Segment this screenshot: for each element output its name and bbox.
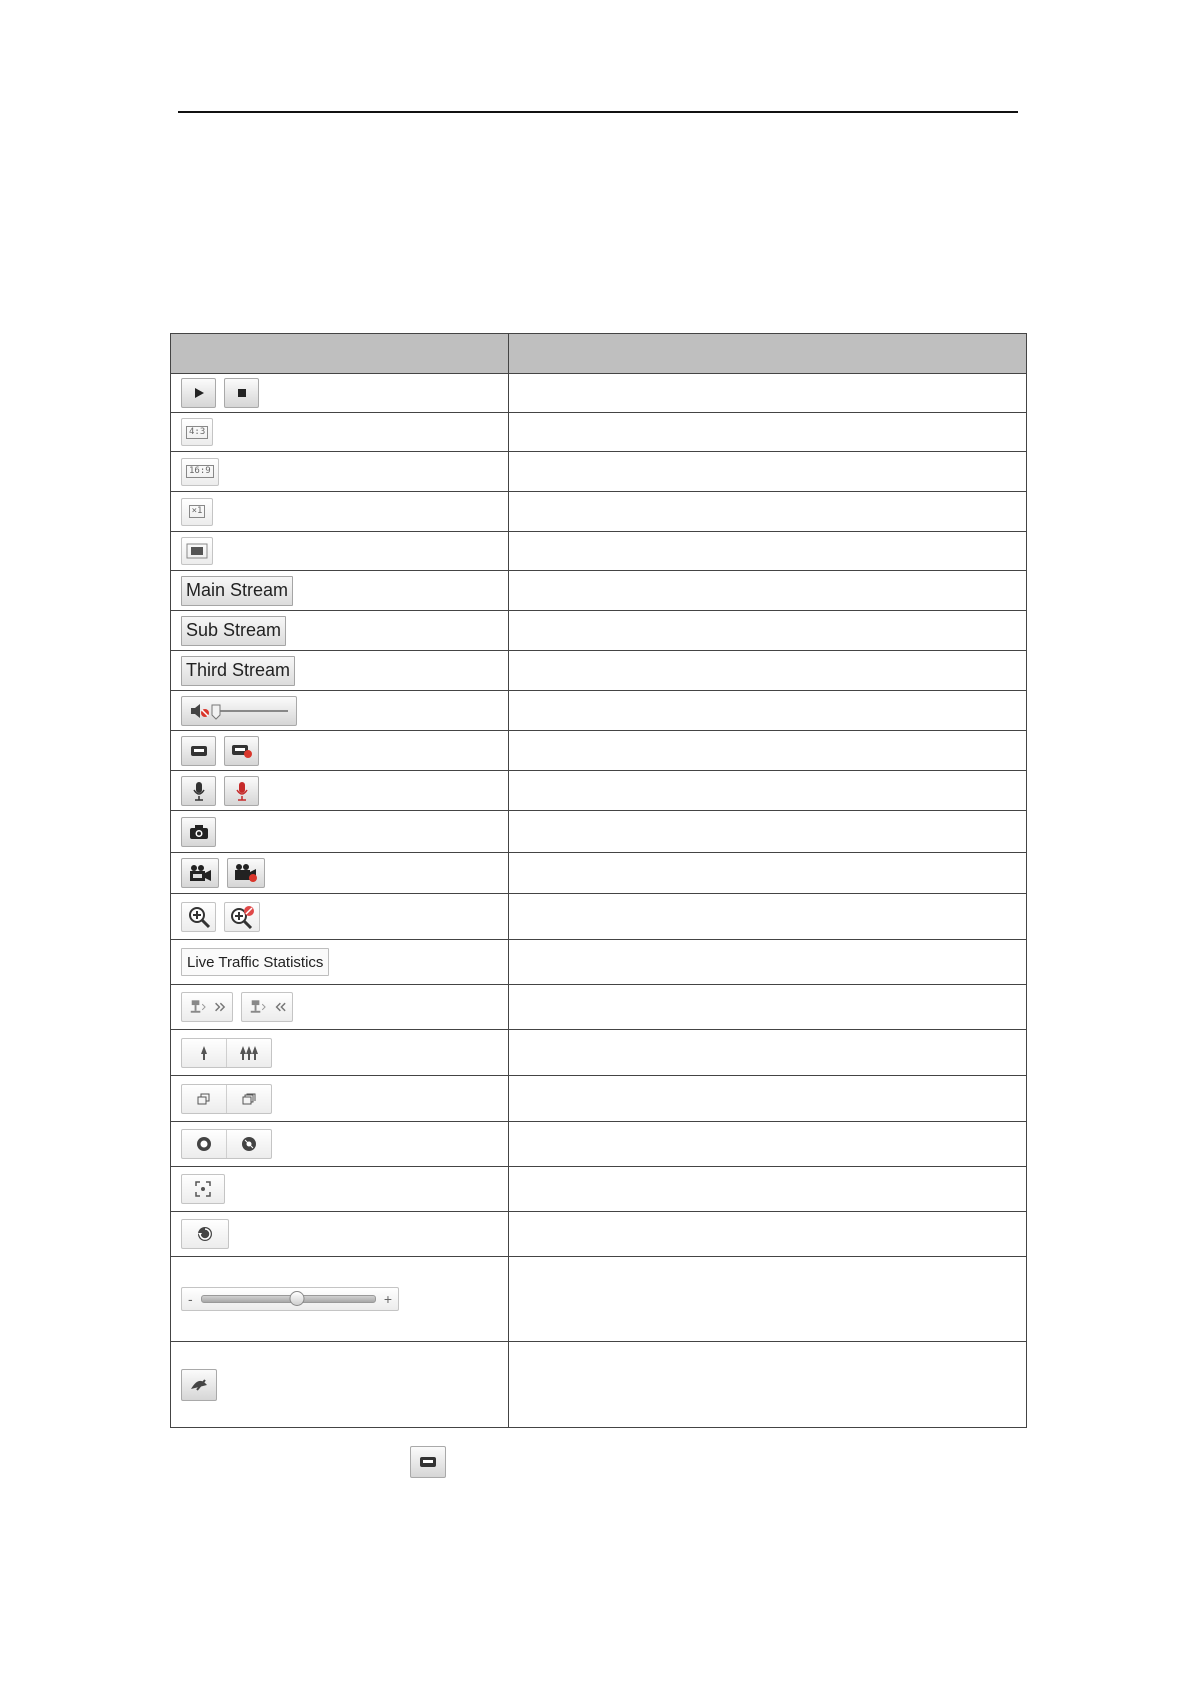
wiper-icon[interactable] — [181, 1369, 217, 1401]
row-description — [509, 374, 1027, 413]
aspect-16-9-icon[interactable]: 16:9 — [181, 458, 219, 486]
table-row — [171, 532, 1027, 571]
table-row — [171, 611, 1027, 651]
row-description — [509, 811, 1027, 853]
table-row — [171, 452, 1027, 492]
row-description — [509, 894, 1027, 940]
icon-description-table — [170, 333, 1027, 1428]
table-header-row — [171, 334, 1027, 374]
table-row — [171, 811, 1027, 853]
main-stream-button[interactable]: Main Stream — [181, 576, 293, 606]
table-row — [171, 1212, 1027, 1257]
window-restore-icon[interactable] — [182, 1085, 226, 1113]
aperture-close-icon[interactable] — [226, 1130, 271, 1158]
aperture-open-icon[interactable] — [182, 1130, 226, 1158]
row-description — [509, 771, 1027, 811]
multi-marker-icon[interactable] — [226, 1039, 271, 1067]
table-row — [171, 894, 1027, 940]
table-row — [171, 691, 1027, 731]
marker-button-group — [181, 1038, 272, 1068]
live-traffic-statistics-button[interactable]: Live Traffic Statistics — [181, 948, 329, 976]
window-button-group — [181, 1084, 272, 1114]
minus-icon[interactable]: - — [188, 1291, 193, 1307]
sub-stream-button[interactable]: Sub Stream — [181, 616, 286, 646]
header-icon-col — [171, 334, 509, 374]
zoom-slider[interactable] — [201, 1295, 376, 1303]
window-copy-icon[interactable] — [226, 1085, 271, 1113]
plugin-icon[interactable] — [181, 736, 216, 766]
self-adaptive-icon[interactable] — [181, 537, 213, 565]
table-row — [171, 1030, 1027, 1076]
table-row — [171, 651, 1027, 691]
row-description — [509, 413, 1027, 452]
table-row — [171, 1257, 1027, 1342]
zoom-slider-control[interactable] — [181, 1287, 399, 1311]
focus-icon[interactable] — [181, 1174, 225, 1204]
row-description — [509, 532, 1027, 571]
slider-thumb[interactable] — [289, 1291, 304, 1306]
table-row — [171, 1076, 1027, 1122]
row-description — [509, 940, 1027, 985]
row-description — [509, 853, 1027, 894]
stop-icon[interactable] — [224, 378, 259, 408]
table-row — [171, 1342, 1027, 1428]
play-icon[interactable] — [181, 378, 216, 408]
row-description — [509, 651, 1027, 691]
header-rule — [178, 111, 1018, 113]
volume-control[interactable] — [181, 696, 297, 726]
table-row — [171, 731, 1027, 771]
table-row — [171, 413, 1027, 452]
table-row — [171, 571, 1027, 611]
third-stream-button[interactable]: Third Stream — [181, 656, 295, 686]
table-row — [171, 1167, 1027, 1212]
row-description — [509, 731, 1027, 771]
table-row — [171, 492, 1027, 532]
ptz-hide-icon[interactable] — [241, 992, 293, 1022]
table-row — [171, 1122, 1027, 1167]
ptz-show-icon[interactable] — [181, 992, 233, 1022]
row-description — [509, 571, 1027, 611]
row-description — [509, 1122, 1027, 1167]
original-size-icon[interactable]: ×1 — [181, 498, 213, 526]
table-row — [171, 985, 1027, 1030]
row-description — [509, 492, 1027, 532]
row-description — [509, 1030, 1027, 1076]
auto-rotate-icon[interactable] — [181, 1219, 229, 1249]
table-row — [171, 374, 1027, 413]
aspect-4-3-icon[interactable]: 4:3 — [181, 418, 213, 446]
row-description — [509, 452, 1027, 492]
single-marker-icon[interactable] — [182, 1039, 226, 1067]
zoom-stop-icon[interactable] — [224, 902, 260, 932]
record-stop-icon[interactable] — [227, 858, 265, 888]
header-desc-col — [509, 334, 1027, 374]
row-description — [509, 1167, 1027, 1212]
row-description — [509, 1257, 1027, 1342]
row-description — [509, 1076, 1027, 1122]
table-row — [171, 940, 1027, 985]
aperture-button-group — [181, 1129, 272, 1159]
footer-line — [410, 1446, 446, 1478]
row-description — [509, 691, 1027, 731]
row-description — [509, 1342, 1027, 1428]
microphone-off-icon[interactable] — [224, 776, 259, 806]
row-description — [509, 611, 1027, 651]
record-icon[interactable] — [181, 858, 219, 888]
table-row — [171, 853, 1027, 894]
plugin-icon[interactable] — [410, 1446, 446, 1478]
camera-capture-icon[interactable] — [181, 817, 216, 847]
plus-icon[interactable]: + — [383, 1291, 392, 1307]
row-description — [509, 985, 1027, 1030]
zoom-in-icon[interactable] — [181, 902, 216, 932]
row-description — [509, 1212, 1027, 1257]
volume-mute-icon[interactable] — [190, 702, 290, 720]
microphone-icon[interactable] — [181, 776, 216, 806]
table-row — [171, 771, 1027, 811]
plugin-off-icon[interactable] — [224, 736, 259, 766]
